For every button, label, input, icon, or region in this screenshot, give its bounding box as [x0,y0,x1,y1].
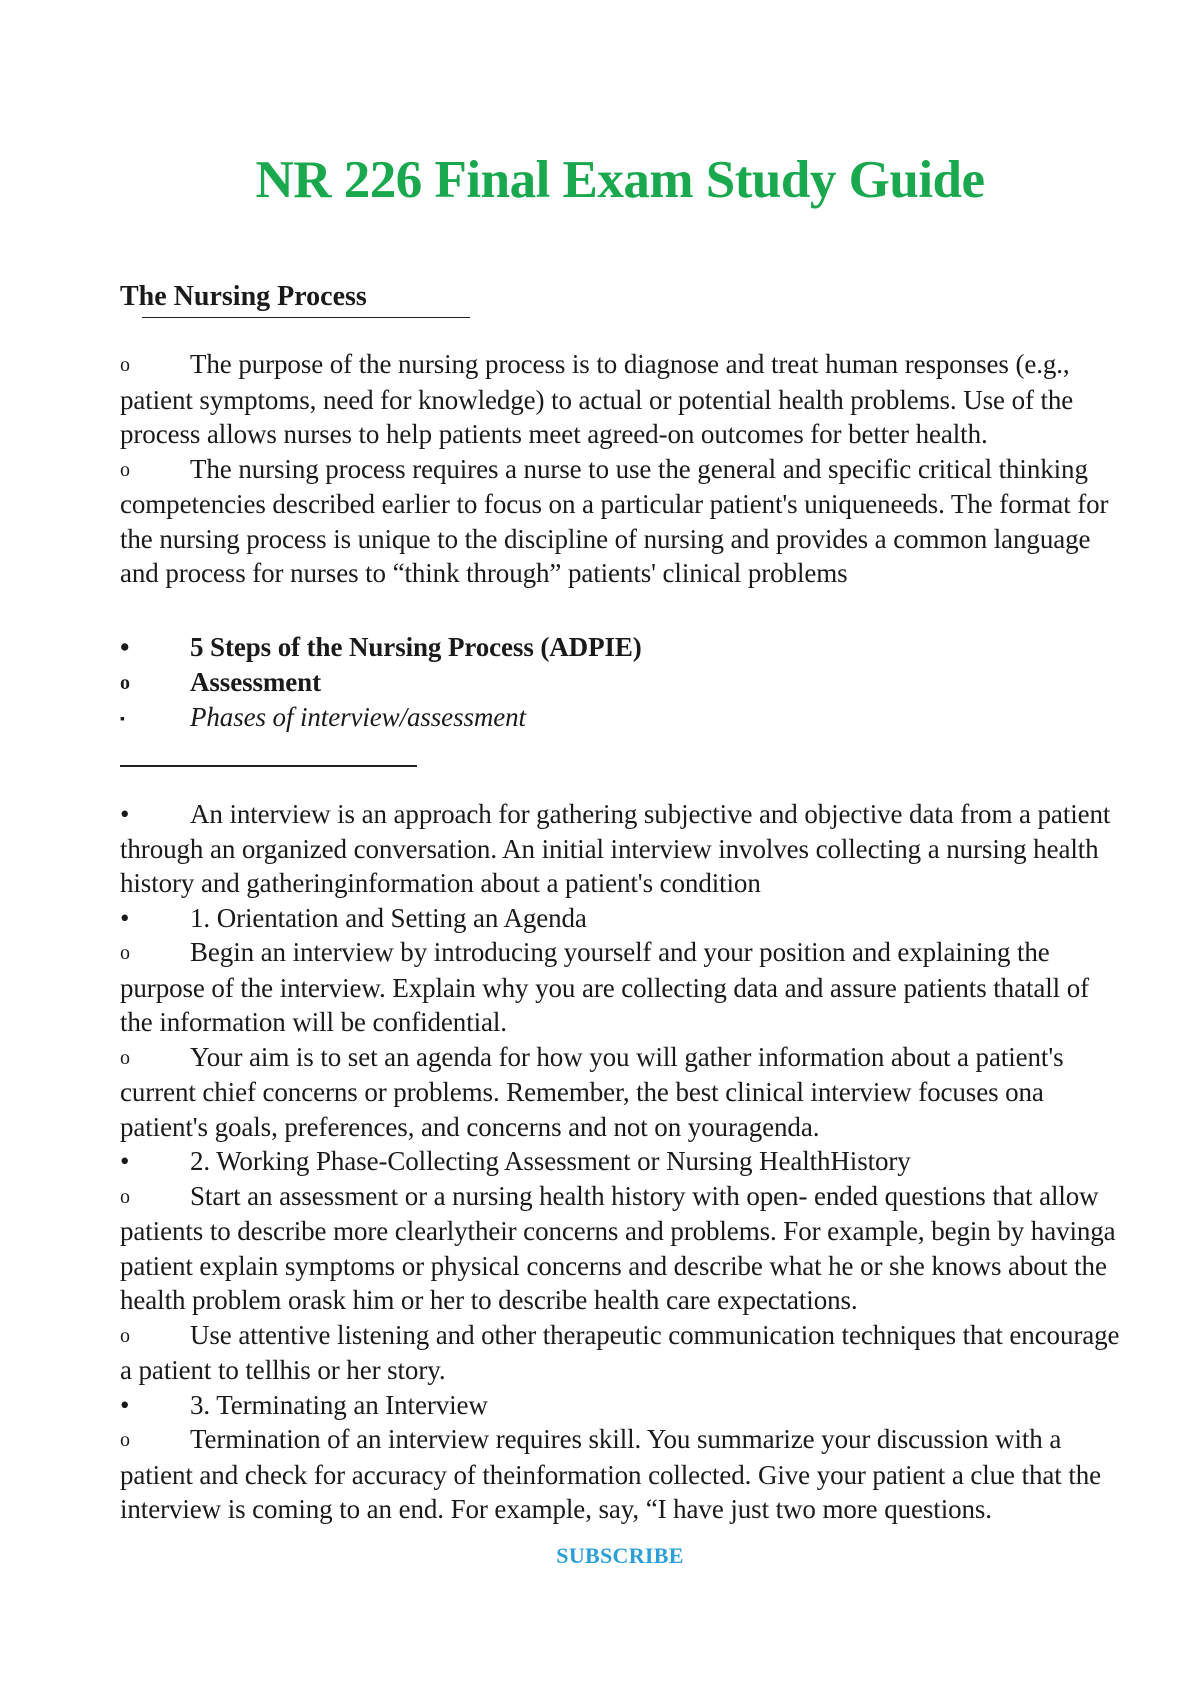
list-item [120,1388,1120,1423]
disc-bullet-icon: • [120,1146,130,1176]
list-item [120,347,1120,452]
paragraph-text: Start an assessment or a nursing health history with open- ended questions that allow patients to describe more clearlytheir concerns and problems. For example, begin by havinga patient explain symptoms or physical concerns and describe what he or she knows about the health problem orask him or her to describe health care expectations. [120,1180,1116,1315]
circle-bullet-icon: o [120,354,130,376]
phases-subheading: Phases of interview/assessment [190,702,526,732]
paragraph-text: Your aim is to set an agenda for how you will gather information about a patient's current chief concerns or problems. Remember, the best clinical interview focuses ona patient's goals, preferences, and concerns and not on youragenda. [120,1041,1064,1142]
section-heading: The Nursing Process [120,281,367,312]
list-item [120,1422,1120,1527]
paragraph-text: 2. Working Phase-Collecting Assessment or Nursing HealthHistory [190,1146,911,1176]
list-item [120,935,1120,1040]
disc-bullet-icon: • [120,799,130,829]
intro-paragraphs [120,347,1120,591]
subscribe-link[interactable]: SUBSCRIBE [556,1543,684,1568]
list-item [120,1040,1120,1145]
paragraph-text: Begin an interview by introducing yourself and your position and explaining the purpose of the interview. Explain why you are collecting data and assure patients thatall of the information will be confidential. [120,937,1089,1037]
paragraph-text: An interview is an approach for gathering subjective and objective data from a patient through an organized conversation. An initial interview involves collecting a nursing health history and gatheringinformation about a patient's condition [120,799,1111,898]
paragraph-text: 3. Terminating an Interview [190,1389,488,1420]
disc-bullet-icon: • [120,632,130,662]
section-divider [120,765,417,767]
paragraph-text: Use attentive listening and other therapeutic communication techniques that encourage a patient to tellhis or her story. [120,1319,1120,1385]
circle-bullet-icon: o [120,671,130,694]
list-item [120,1179,1120,1318]
square-bullet-icon: ▪ [120,711,125,727]
paragraph-text: The nursing process requires a nurse to use the general and specific critical thinking competencies described earlier to focus on a particular patient's uniqueneeds. The format for the nursing process is unique to the discipline of nursing and provides a common language and process for nurses to “think through” patients' clinical problems [120,453,1109,588]
interview-paragraphs [120,797,1120,1527]
list-item [120,700,1120,737]
paragraph-text: Termination of an interview requires skill. You summarize your discussion with a patient and check for accuracy of theinformation collected. Give your patient a clue that the interview is coming to an end. For example, say, “I have just two more questions. [120,1424,1102,1524]
assessment-heading: Assessment [190,666,321,697]
list-item [120,1144,1120,1179]
document-title: NR 226 Final Exam Study Guide [255,151,985,209]
heading-underline [142,317,470,318]
circle-bullet-icon: o [120,1046,130,1069]
paragraph-text: 1. Orientation and Setting an Agenda [190,902,587,933]
list-item [120,630,1120,665]
disc-bullet-icon: • [120,902,130,933]
circle-bullet-icon: o [120,1185,130,1208]
list-item [120,901,1120,936]
disc-bullet-icon: • [120,1389,130,1420]
list-item [120,797,1120,901]
paragraph-text: The purpose of the nursing process is to diagnose and treat human responses (e.g., patient symptoms, need for knowledge) to actual or potential health problems. Use of the process allows nurses to help patients meet agreed-on outcomes for better health. [120,349,1074,449]
circle-bullet-icon: o [120,1324,130,1347]
circle-bullet-icon: o [120,458,130,481]
steps-heading: 5 Steps of the Nursing Process (ADPIE) [190,632,642,662]
circle-bullet-icon: o [120,1429,130,1451]
list-item [120,452,1120,591]
circle-bullet-icon: o [120,942,130,964]
list-item [120,665,1120,701]
list-item [120,1318,1120,1388]
steps-outline [120,630,1120,737]
